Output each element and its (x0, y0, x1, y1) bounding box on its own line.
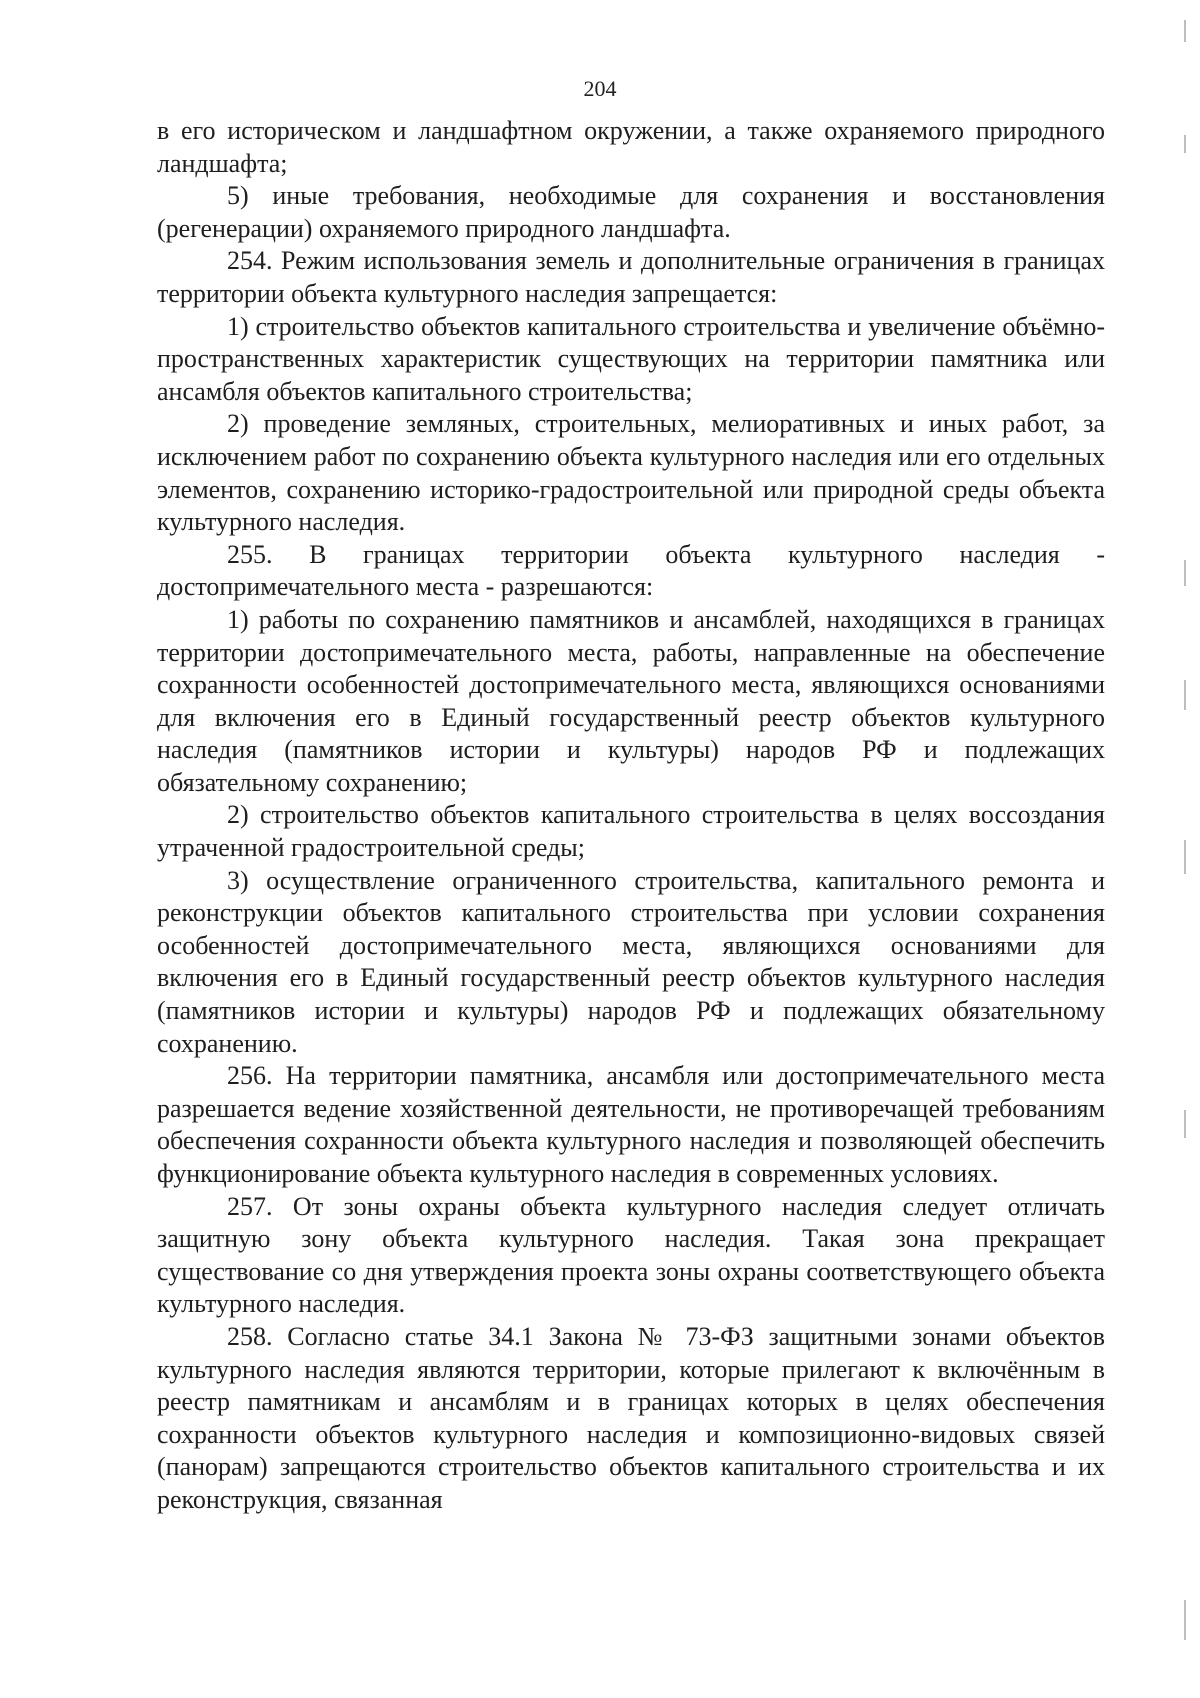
paragraph-256: 256. На территории памятника, ансамбля или достопримечательного места разрешается ведение хозяйственной деятельности, не противоречащей требованиям обеспечения сохранности объекта культурного наследия и позволяющей обеспечить функционирование объекта культурного наследия в современных условиях. (157, 1061, 1105, 1188)
paragraph-257: 257. От зоны охраны объекта культурного наследия следует отличать защитную зону объекта культурного наследия. Такая зона прекращает существование со дня утверждения проекта зоны охраны соответствующего объекта культурного наследия. (157, 1191, 1105, 1319)
scan-edge-mark (1184, 680, 1186, 710)
paragraph-254: 254. Режим использования земель и дополнительные ограничения в границах территории объекта культурного наследия запрещается: (157, 246, 1105, 308)
paragraph-continuation: в его историческом и ландшафтном окружении, а также охраняемого природного ландшафта; (157, 116, 1105, 178)
scan-edge-mark (1184, 20, 1186, 42)
scan-edge-mark (1184, 560, 1186, 586)
paragraph-255-item-2: 2) строительство объектов капитального строительства в целях воссоздания утраченной градостроительной среды; (157, 800, 1105, 863)
scan-edge-mark (1184, 840, 1186, 874)
scan-edge-mark (1184, 135, 1186, 153)
scan-edge-mark (1184, 1110, 1186, 1138)
page-number: 204 (583, 76, 617, 101)
paragraph-item-5: 5) иные требования, необходимые для сохранения и восстановления (регенерации) охраняемого природного ландшафта. (157, 181, 1105, 243)
paragraph-254-item-1: 1) строительство объектов капитального строительства и увеличение объёмно-пространственных характеристик существующих на территории памятника или ансамбля объектов капитального строительства; (157, 311, 1105, 406)
paragraph-255: 255. В границах территории объекта культурного наследия - достопримечательного места - разрешаются: (157, 539, 1105, 602)
scan-edge-mark (1184, 1600, 1186, 1640)
document-body (157, 115, 1105, 1517)
paragraph-254-item-2: 2) проведение земляных, строительных, мелиоративных и иных работ, за исключением работ по сохранению объекта культурного наследия или его отдельных элементов, сохранению историко-градостроительной или природной среды объекта культурного наследия. (157, 409, 1105, 537)
paragraph-255-item-1: 1) работы по сохранению памятников и ансамблей, находящихся в границах территории достопримечательного места, работы, направленные на обеспечение сохранности особенностей достопримечательного места, являющихся основаниями для включения его в Единый государственный реестр объектов культурного наследия (памятников истории и культуры) народов РФ и подлежащих обязательному сохранению; (157, 604, 1105, 797)
paragraph-258: 258. Согласно статье 34.1 Закона № 73-ФЗ защитными зонами объектов культурного наследия являются территории, которые прилегают к включённым в реестр памятникам и ансамблям и в границах которых в целях обеспечения сохранности объектов культурного наследия и композиционно-видовых связей (панорам) запрещаются строительство объектов капитального строительства и их реконструкция, связанная (157, 1321, 1105, 1514)
paragraph-255-item-3: 3) осуществление ограниченного строительства, капитального ремонта и реконструкции объектов капитального строительства при условии сохранения особенностей достопримечательного места, являющихся основаниями для включения его в Единый государственный реестр объектов культурного наследия (памятников истории и культуры) народов РФ и подлежащих обязательному сохранению. (157, 865, 1105, 1058)
